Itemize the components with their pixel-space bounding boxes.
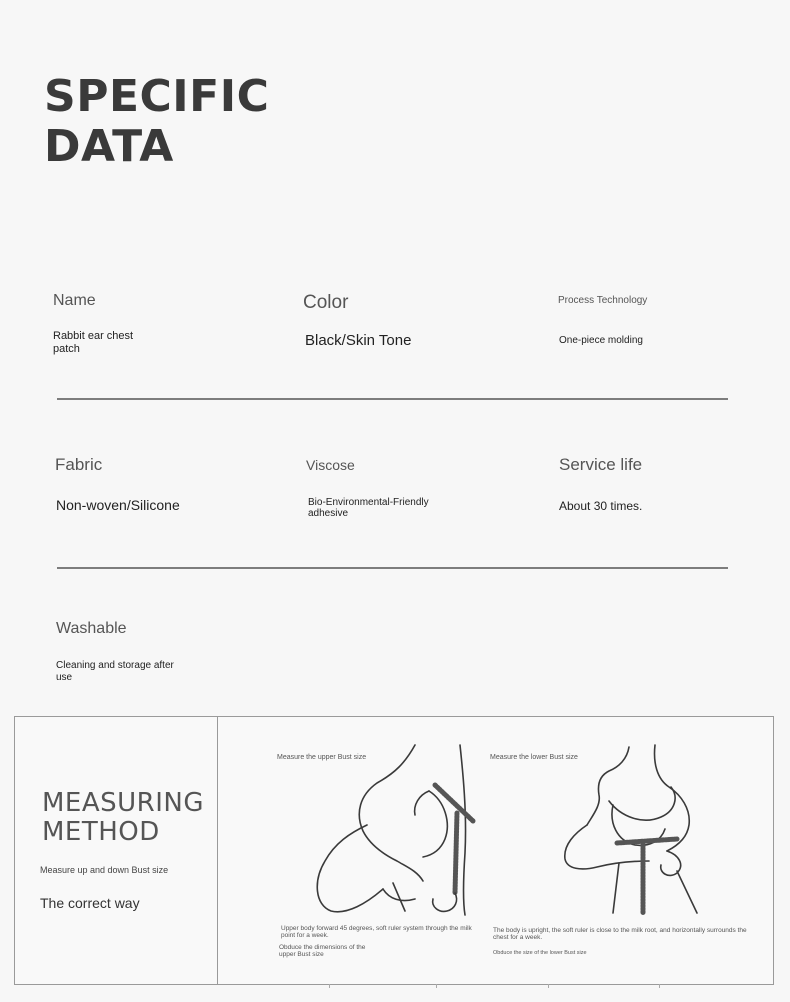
- page-title: [44, 72, 269, 172]
- lower-bust-caption: Measure the lower Bust size: [490, 754, 578, 761]
- divider-line: [57, 398, 728, 400]
- spec-value: Non-woven/Silicone: [56, 497, 180, 513]
- spec-label: Service life: [559, 455, 643, 474]
- spec-value: About 30 times.: [559, 499, 643, 513]
- lower-bust-instruction: The body is upright, the soft ruler is close to the milk root, and horizontally surrounds the chest for a week.: [493, 927, 747, 941]
- spec-service-life: [559, 455, 642, 513]
- upper-bust-instruction: Upper body forward 45 degrees, soft ruler system through the milk point for a week.: [281, 925, 472, 939]
- spec-value: Cleaning and storage after use: [56, 660, 174, 683]
- measuring-title-line-1: MEASURING: [42, 788, 205, 818]
- correct-way-label: The correct way: [40, 895, 140, 911]
- spec-name: [53, 292, 148, 356]
- spec-label: Name: [53, 292, 96, 309]
- spec-label: Process Technology: [558, 295, 648, 306]
- panel-divider: [217, 717, 218, 984]
- measuring-title: [42, 789, 204, 847]
- border-tick: [659, 984, 660, 988]
- spec-value: Bio-Environmental-Friendly adhesive: [308, 497, 429, 519]
- spec-value: One-piece molding: [559, 335, 643, 346]
- spec-color: [303, 292, 411, 349]
- border-tick: [548, 984, 549, 988]
- measuring-method-panel: [14, 716, 774, 985]
- spec-value: Rabbit ear chest patch: [53, 330, 134, 355]
- title-line-2: DATA: [44, 121, 174, 172]
- spec-label: Fabric: [55, 455, 103, 474]
- spec-label: Color: [303, 292, 349, 313]
- divider-line: [57, 567, 728, 569]
- spec-process-technology: [558, 295, 647, 346]
- border-tick: [436, 984, 437, 988]
- upper-bust-caption: Measure the upper Bust size: [277, 754, 367, 761]
- border-tick: [329, 984, 330, 988]
- lower-bust-note: Obduce the size of the lower Bust size: [493, 950, 587, 956]
- upper-bust-illustration: [305, 743, 480, 918]
- spec-viscose: [306, 457, 448, 519]
- spec-label: Viscose: [306, 457, 355, 473]
- lower-bust-illustration: [557, 743, 717, 918]
- spec-fabric: [55, 455, 180, 513]
- spec-value: Black/Skin Tone: [305, 332, 412, 349]
- spec-label: Washable: [56, 620, 127, 637]
- upper-bust-note: Obduce the dimensions of the upper Bust size: [279, 944, 366, 958]
- measuring-title-line-2: METHOD: [42, 817, 160, 847]
- title-line-1: SPECIFIC: [44, 71, 270, 122]
- measuring-subtitle: Measure up and down Bust size: [40, 865, 169, 875]
- spec-washable: [56, 620, 191, 684]
